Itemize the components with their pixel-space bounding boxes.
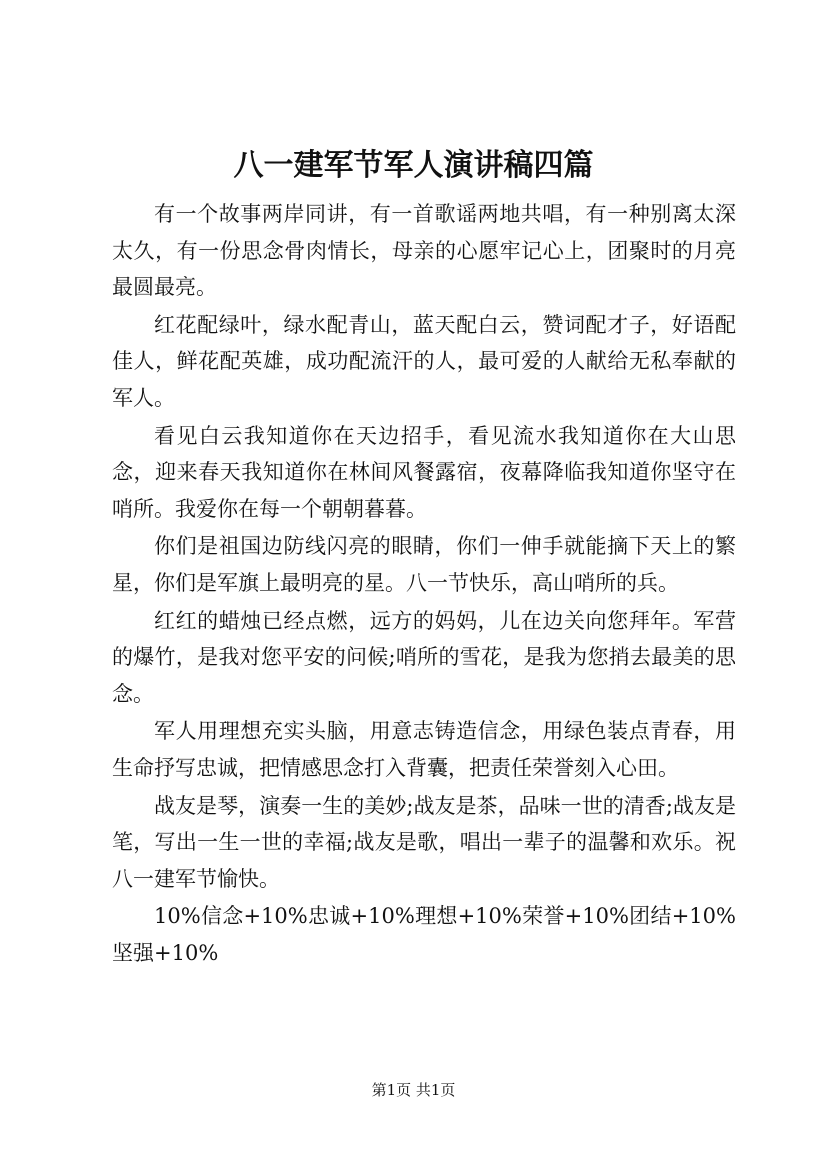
page-footer: 第1页 共1页 — [371, 1081, 456, 1099]
paragraph: 10%信念+10%忠诚+10%理想+10%荣誉+10%团结+10%坚强+10% — [112, 904, 736, 965]
document-body — [112, 196, 736, 972]
paragraph: 有一个故事两岸同讲，有一首歌谣两地共唱，有一种别离太深太久，有一份思念骨肉情长，母亲的心愿牢记心上，团聚时的月亮最圆最亮。 — [112, 202, 736, 300]
paragraph: 军人用理想充实头脑，用意志铸造信念，用绿色装点青春，用生命抒写忠诚，把情感思念打入背囊，把责任荣誉刻入心田。 — [112, 719, 736, 780]
paragraph: 战友是琴，演奏一生的美妙;战友是茶，品味一世的清香;战友是笔，写出一生一世的幸福;战友是歌，唱出一辈子的温馨和欢乐。祝八一建军节愉快。 — [112, 793, 736, 891]
paragraph: 看见白云我知道你在天边招手，看见流水我知道你在大山思念，迎来春天我知道你在林间风餐露宿，夜幕降临我知道你坚守在哨所。我爱你在每一个朝朝暮暮。 — [112, 423, 736, 521]
paragraph: 你们是祖国边防线闪亮的眼睛，你们一伸手就能摘下天上的繁星，你们是军旗上最明亮的星。八一节快乐，高山哨所的兵。 — [112, 534, 736, 595]
document-title: 八一建军节军人演讲稿四篇 — [233, 148, 594, 183]
paragraph: 红花配绿叶，绿水配青山，蓝天配白云，赞词配才子，好语配佳人，鲜花配英雄，成功配流汗的人，最可爱的人献给无私奉献的军人。 — [112, 312, 736, 410]
paragraph: 红红的蜡烛已经点燃，远方的妈妈，儿在边关向您拜年。军营的爆竹，是我对您平安的问候;哨所的雪花，是我为您捎去最美的思念。 — [112, 608, 736, 706]
